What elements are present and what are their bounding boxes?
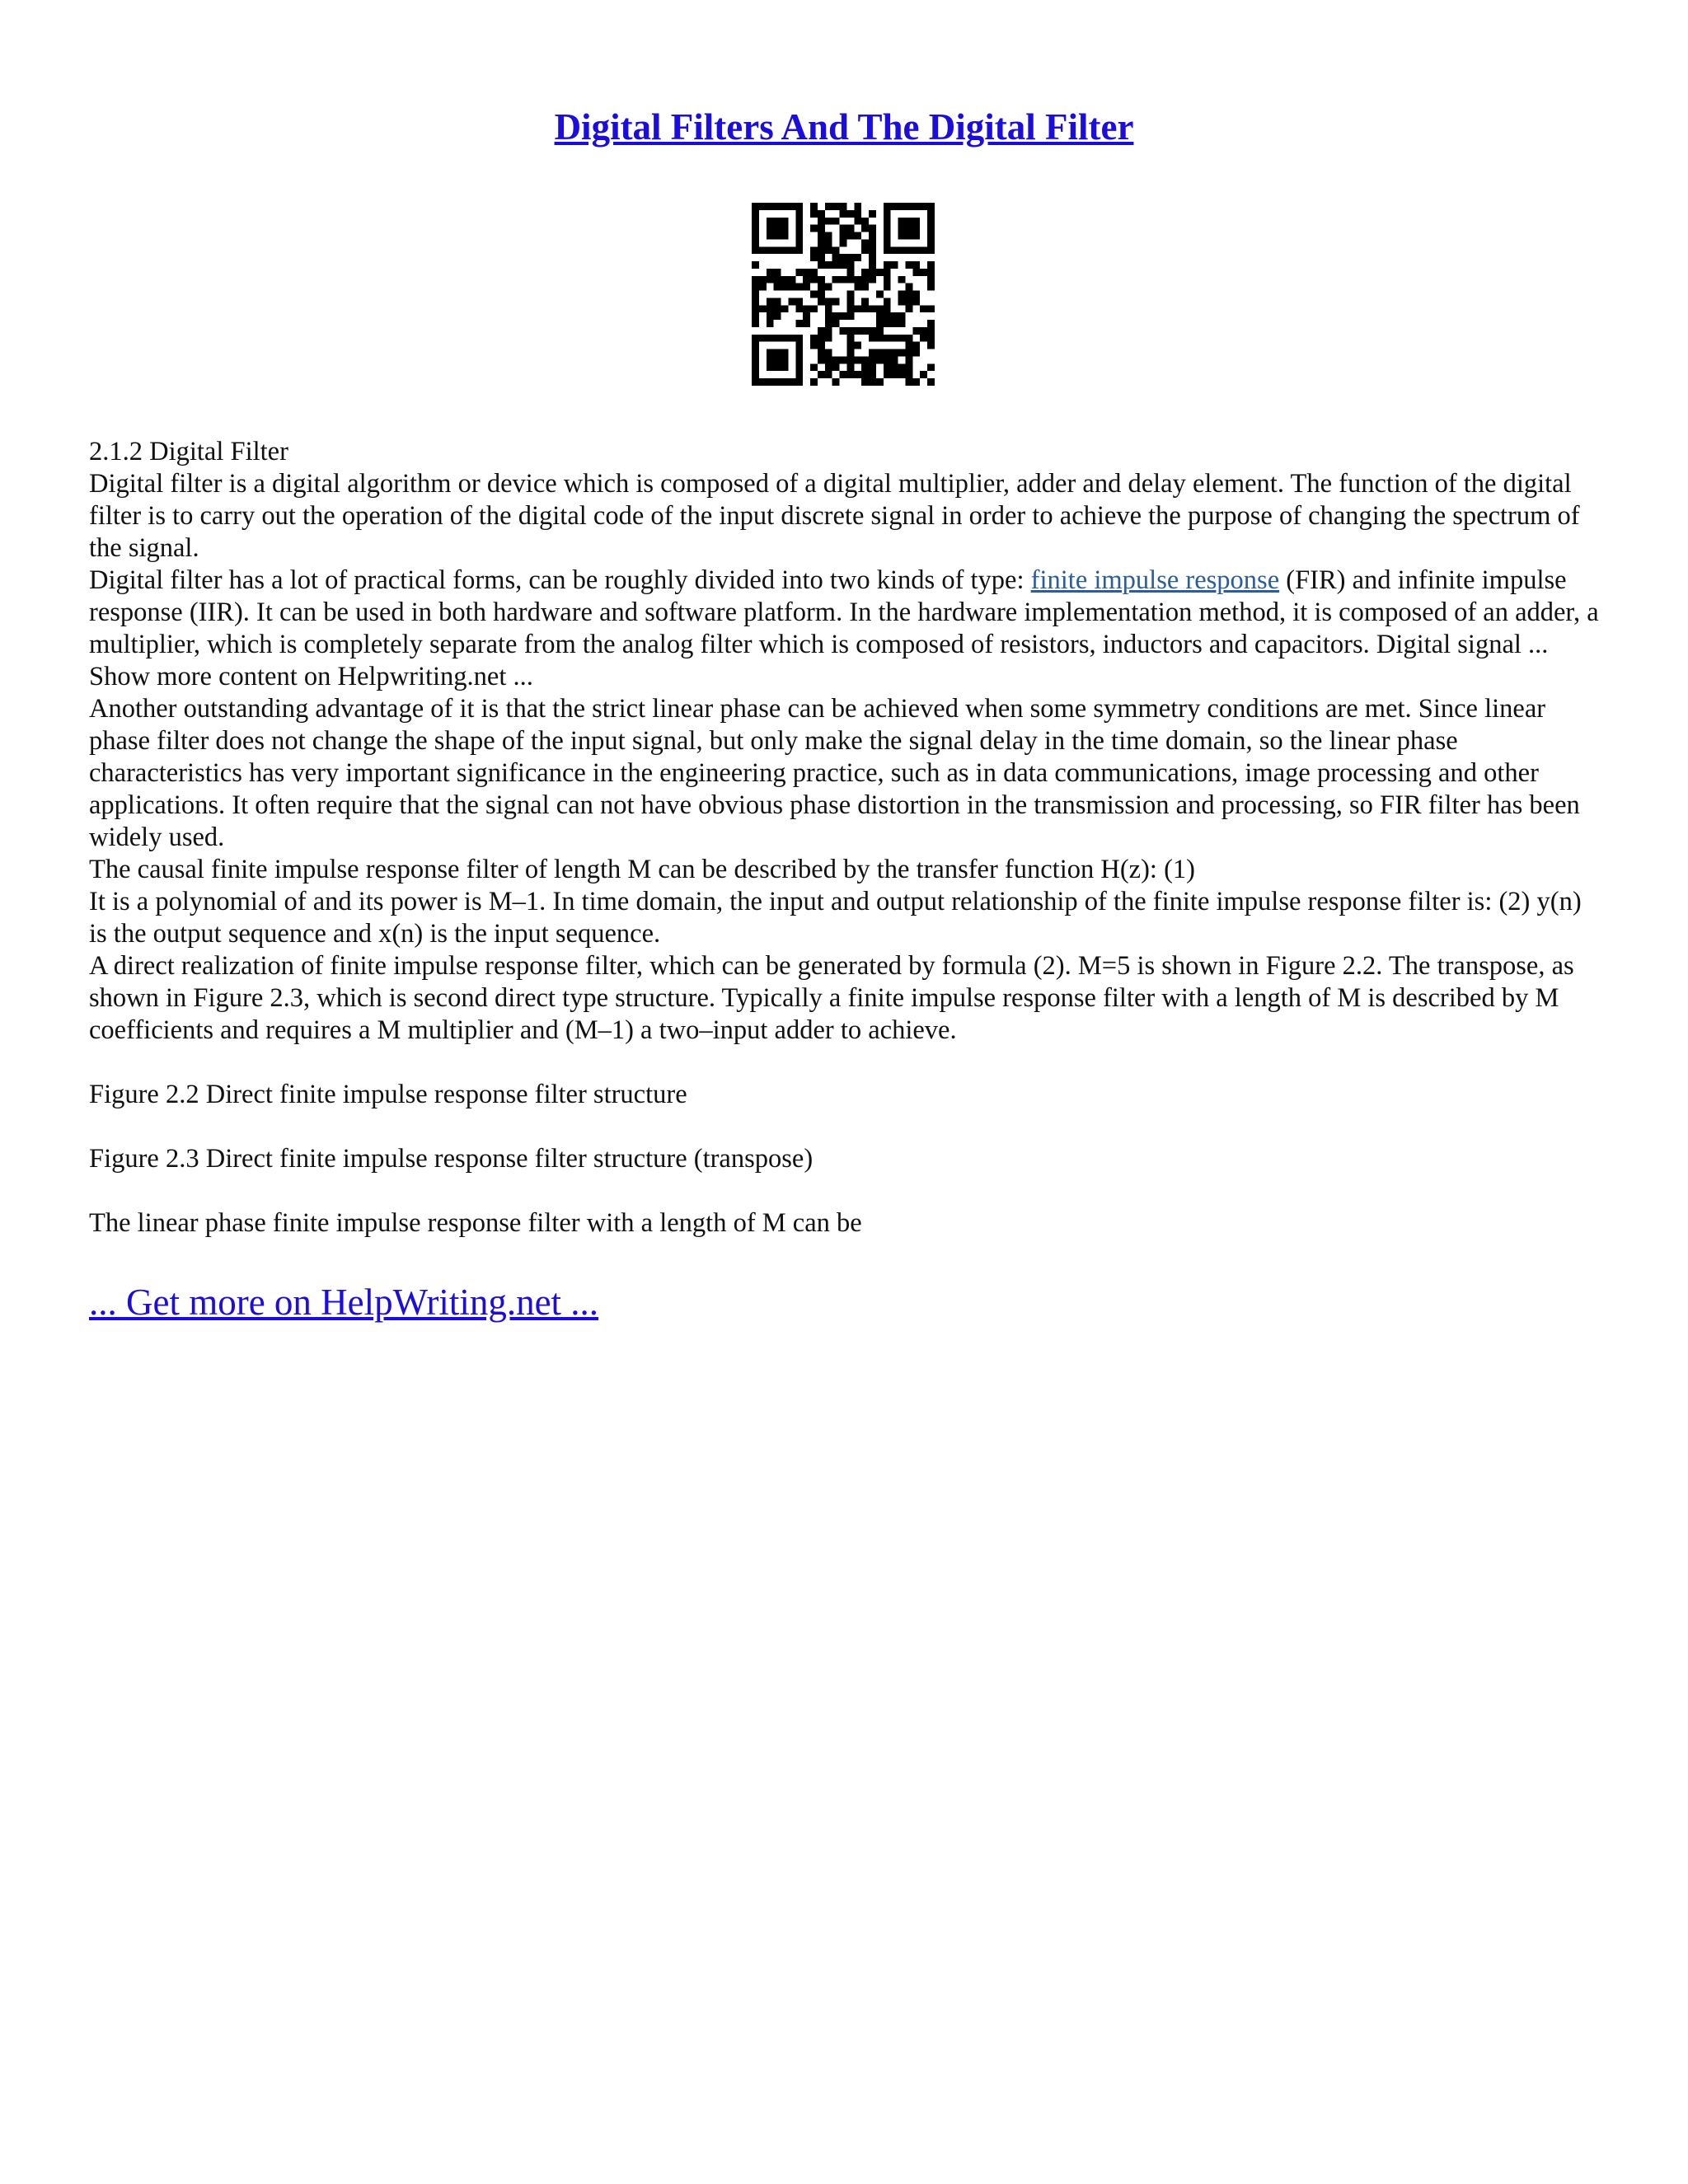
paragraph-4: The causal finite impulse response filter of length M can be described by the transfer function H(z): (1) [89,855,1195,884]
paragraph-2 [89,565,1606,693]
fir-link[interactable]: finite impulse response [1030,565,1280,595]
get-more-link[interactable]: ... Get more on HelpWriting.net ... [89,1282,599,1323]
spacer [89,1047,1606,1079]
paragraph-6: A direct realization of finite impulse response filter, which can be generated by formula (2). M=5 is shown in Figure 2.2. The transpose, as shown in Figure 2.3, which is second direct type structure. Typically a finite impulse response filter with a length of M is described by M coefficients and requires a M multiplier and (M–1) a two–input adder to achieve. [89,951,1574,1045]
section-heading: 2.1.2 Digital Filter [89,437,288,466]
paragraph-2-start: Digital filter has a lot of practical forms, can be roughly divided into two kinds of type: [89,565,1031,595]
document-title [0,102,1688,152]
paragraph-7: The linear phase finite impulse response filter with a length of M can be [89,1208,862,1238]
figure-2-2-caption: Figure 2.2 Direct finite impulse response filter structure [89,1080,687,1109]
qr-code-icon [752,203,935,386]
paragraph-2-end: (FIR) and infinite impulse response (IIR). It can be used in both hardware and software platform. In the hardware implementation method, it is composed of an adder, a multiplier, which is completely separate from the analog filter which is composed of resistors, inductors and capacitors. Digital signal ... Show more content on Helpwriting.net ... [89,565,1599,691]
spacer [89,1111,1606,1143]
paragraph-1: Digital filter is a digital algorithm or device which is composed of a digital multiplier, adder and delay element. The function of the digital filter is to carry out the operation of the digital code of the input discrete signal in order to achieve the purpose of changing the spectrum of the signal. [89,469,1580,563]
article-body [89,436,1606,1240]
paragraph-5: It is a polynomial of and its power is M–1. In time domain, the input and output relationship of the finite impulse response filter is: (2) y(n) is the output sequence and x(n) is the input sequence. [89,887,1582,949]
spacer [89,1175,1606,1207]
figure-2-3-caption: Figure 2.3 Direct finite impulse response filter structure (transpose) [89,1144,814,1174]
title-link[interactable]: Digital Filters And The Digital Filter [554,106,1134,148]
get-more-container [89,1279,598,1325]
paragraph-3: Another outstanding advantage of it is that the strict linear phase can be achieved when some symmetry conditions are met. Since linear phase filter does not change the shape of the input signal, but only make the signal delay in the time domain, so the linear phase characteristics has very important significance in the engineering practice, such as in data communications, image processing and other applications. It often require that the signal can not have obvious phase distortion in the transmission and processing, so FIR filter has been widely used. [89,694,1580,852]
